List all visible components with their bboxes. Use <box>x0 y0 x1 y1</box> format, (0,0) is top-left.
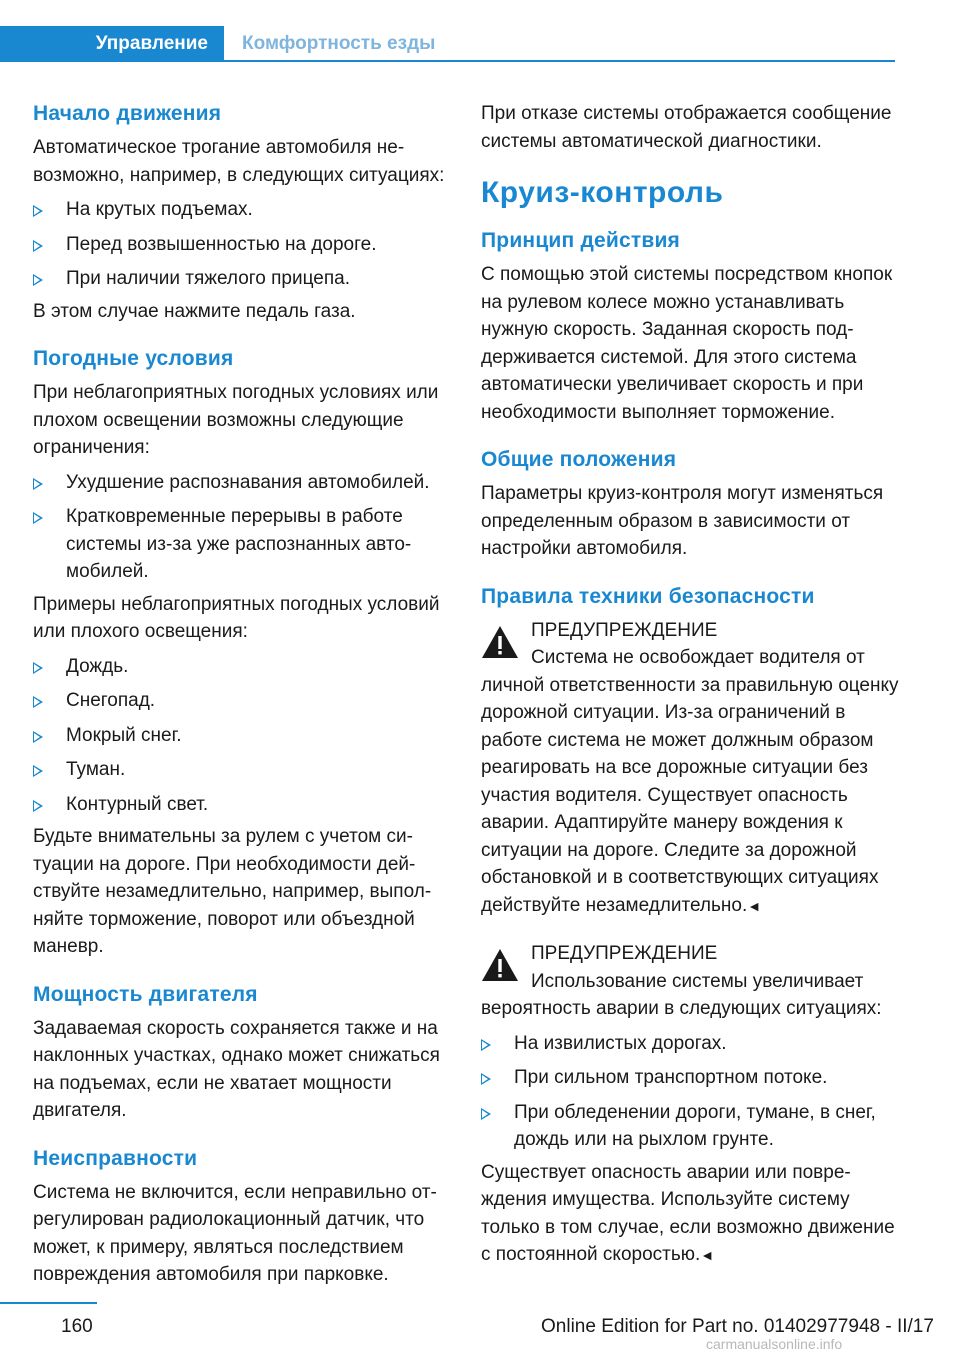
warning-heading: ПРЕДУПРЕЖДЕНИЕ <box>531 943 718 964</box>
paragraph: Задаваемая скорость сохраняется также и на наклонных участках, однако может снижаться на подъемах, если не хватает мощности двигателя. <box>33 1017 440 1121</box>
paragraph: При отказе системы отображается сообщение системы автоматической диагностики. <box>481 103 892 152</box>
header-rule <box>0 60 895 62</box>
warning-text: вероятность аварии в следующих ситуациях: <box>481 998 882 1019</box>
paragraph: Существует опасность аварии или повреждения имущества. Используйте систему только в том случае, если возможно движение с постоянной скоростью.◄ <box>481 1161 895 1265</box>
list-item: Кратковременные перерывы в работе системы из-за уже распознанных автомобилей. <box>33 503 455 586</box>
section-title-weather: Погодные условия <box>33 347 234 370</box>
list-item: Снегопад. <box>33 687 455 715</box>
paragraph: Будьте внимательны за рулем с учетом ситуации на дороге. При необходимости действуйте незамедлительно, например, выполняйте торможение, поворот или объездной маневр. <box>33 826 432 957</box>
list-item: При обледенении дороги, тумане, в снег, дождь или на рыхлом грунте. <box>481 1099 906 1154</box>
list-item: На извилистых дорогах. <box>481 1030 906 1058</box>
section-title-general: Общие положения <box>481 448 677 471</box>
bullet-triangle-icon <box>33 696 43 708</box>
section-title-engine-power: Мощность двигателя <box>33 982 258 1006</box>
warning-text: личной ответственности за правильную оценку дорожной ситуации. Из-за ограничений в работе система не может должным образом реагировать на все дорожные ситуации без участия водителя. Существует опасность аварии. Адаптируйте манеру вождения к ситуации на дороге. Следите за дорожной обстановкой и в соответствующих ситуациях действуйте незамедлительно.◄ <box>481 674 899 916</box>
list-item: На крутых подъемах. <box>33 196 455 224</box>
bullet-triangle-icon <box>33 765 43 777</box>
list-item: Перед возвышенностью на дороге. <box>33 231 455 259</box>
end-mark-icon: ◄ <box>747 897 762 914</box>
header-tab: Комфортность езды <box>242 33 436 54</box>
paragraph: С помощью этой системы посредством кнопок на рулевом колесе можно устанавливать нужную скорость. Заданная скорость поддерживается системой. Для этого система автоматически увеличивает скорость и при необходимости выполняет торможение. <box>481 264 893 423</box>
paragraph: Автоматическое трогание автомобиля невозможно, например, в следующих ситуациях: <box>33 137 445 186</box>
bullet-list <box>481 1030 906 1154</box>
header-tab-active: Управление <box>0 26 224 62</box>
list-item: Дождь. <box>33 653 455 681</box>
right-column <box>481 100 906 1270</box>
warning-block <box>481 940 906 1023</box>
bullet-triangle-icon <box>481 1108 491 1120</box>
bullet-triangle-icon <box>481 1073 491 1085</box>
bullet-triangle-icon <box>481 1039 491 1051</box>
section-title-start: Начало движения <box>33 102 222 125</box>
list-item: Мокрый снег. <box>33 722 455 750</box>
bullet-list <box>33 469 455 586</box>
watermark[interactable]: carmanualsonline.info <box>706 1336 843 1352</box>
bullet-list <box>33 196 455 293</box>
warning-triangle-icon <box>481 948 519 982</box>
list-item: Туман. <box>33 756 455 784</box>
bullet-triangle-icon <box>33 731 43 743</box>
bullet-triangle-icon <box>33 478 43 490</box>
left-column <box>33 100 455 1289</box>
paragraph: Примеры неблагоприятных погодных условий или плохого освещения: <box>33 593 440 642</box>
bullet-triangle-icon <box>33 800 43 812</box>
bullet-list <box>33 653 455 819</box>
warning-triangle-icon <box>481 625 519 659</box>
footer-edition: Online Edition for Part no. 01402977948 - II/17 <box>541 1316 934 1337</box>
paragraph: При неблагоприятных погодных условиях или плохом освещении возможны следующие ограничения: <box>33 382 439 458</box>
warning-block <box>481 617 906 921</box>
paragraph: Параметры круиз-контроля могут изменяться определенным образом в зависимости от настройки автомобиля. <box>481 483 884 559</box>
section-title-safety: Правила техники безопасности <box>481 584 815 608</box>
section-title-principle: Принцип действия <box>481 229 681 252</box>
list-item: Ухудшение распознавания автомобилей. <box>33 469 455 497</box>
end-mark-icon: ◄ <box>700 1247 715 1263</box>
bullet-triangle-icon <box>33 662 43 674</box>
footer-rule <box>0 1302 97 1304</box>
warning-text-first-line: Система не освобождает водителя от <box>531 647 865 668</box>
list-item: При сильном транспортном потоке. <box>481 1064 906 1092</box>
list-item: Контурный свет. <box>33 791 455 819</box>
paragraph: Система не включится, если неправильно отрегулирован радиолокационный датчик, что может, к примеру, являться последствием повреждения автомобиля при парковке. <box>33 1181 437 1285</box>
page-number: 160 <box>61 1316 93 1337</box>
warning-heading: ПРЕДУПРЕЖДЕНИЕ <box>531 619 718 641</box>
bullet-triangle-icon <box>33 240 43 252</box>
bullet-triangle-icon <box>33 512 43 524</box>
bullet-triangle-icon <box>33 205 43 217</box>
chapter-title-cruise-control: Круиз-контроль <box>481 176 724 209</box>
section-title-malfunctions: Неисправности <box>33 1146 198 1170</box>
paragraph: В этом случае нажмите педаль газа. <box>33 300 356 322</box>
list-item: При наличии тяжелого прицепа. <box>33 265 455 293</box>
warning-text-first-line: Использование системы увеличивает <box>531 970 864 992</box>
bullet-triangle-icon <box>33 274 43 286</box>
